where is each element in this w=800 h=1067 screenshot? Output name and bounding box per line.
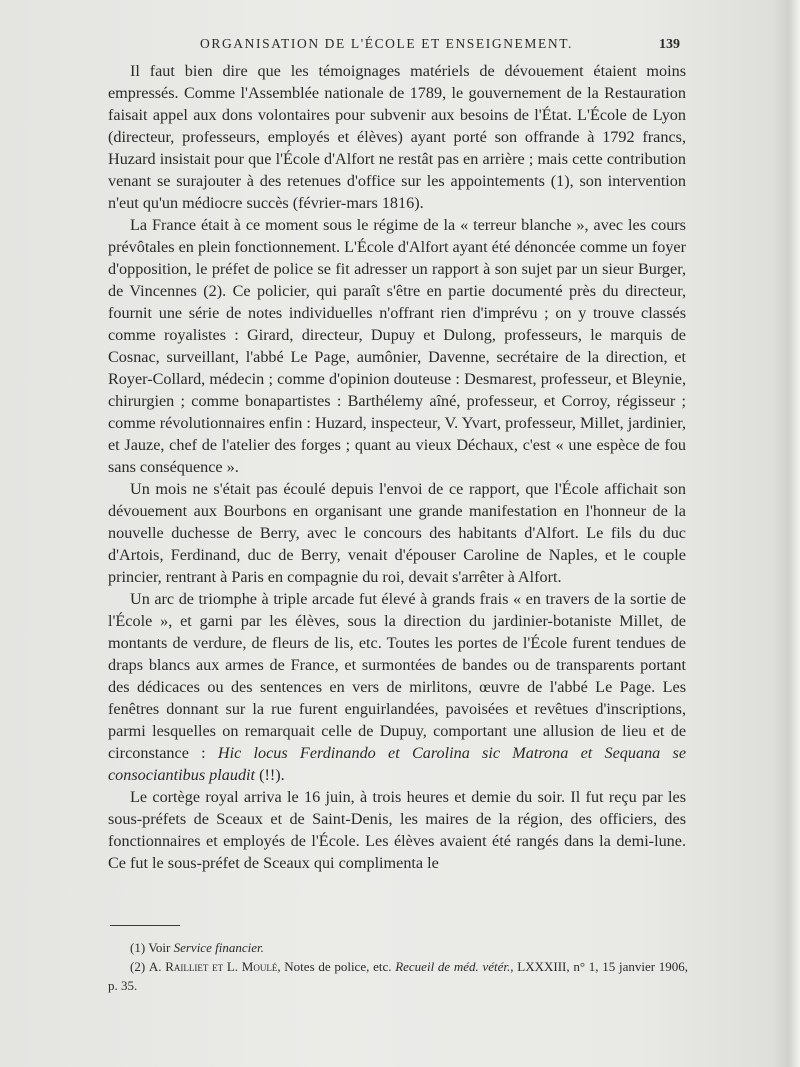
footnote-1 xyxy=(108,938,688,957)
footnote-2 xyxy=(108,957,688,995)
paragraph-2: La France était à ce moment sous le régime de la « terreur blanche », avec les cours prévôtales en plein fonctionnement. L'École d'Alfort ayant été dénoncée comme un foyer d'opposition, le préfet de police se fit adresser un rapport à son sujet par un sieur Burger, de Vincennes (2). Ce policier, qui paraît s'être en partie documenté près du directeur, fournit une série de notes individuelles n'offrant rien d'imprévu ; on y trouve classés comme royalistes : Girard, directeur, Dupuy et Dulong, professeurs, le marquis de Cosnac, surveillant, l'abbé Le Page, aumônier, Davenne, secrétaire de la direction, et Royer-Collard, médecin ; comme d'opinion douteuse : Desmarest, professeur, et Bleynie, chirurgien ; comme bonapartistes : Barthélemy aîné, professeur, et Corroy, régisseur ; comme révolutionnaires enfin : Huzard, inspecteur, V. Yvart, professeur, Millet, jardinier, et Jauze, chef de l'atelier des forges ; quant au vieux Déchaux, c'est « une espèce de fou sans conséquence ». xyxy=(108,216,686,476)
latin-inscription: Hic locus Ferdinando et Carolina sic Matrona et Sequana se consociantibus plaudit xyxy=(108,744,686,784)
body-text xyxy=(108,60,686,874)
footnotes xyxy=(108,938,688,995)
latin-suffix: (!!). xyxy=(255,766,285,784)
paragraph-5: Le cortège royal arriva le 16 juin, à trois heures et demie du soir. Il fut reçu par les sous-préfets de Sceaux et de Saint-Denis, les maires de la région, des officiers, des fonctionnaires et employés de l'École. Les élèves avaient été rangés dans la demi-lune. Ce fut le sous-préfet de Sceaux qui complimenta le xyxy=(108,788,686,872)
footnote-2-ref: LXXXIII, n° 1, 15 janvier 1906, p. 35. xyxy=(108,959,689,993)
footnote-2-authors: A. Railliet et L. Moulé, xyxy=(148,959,281,974)
paragraph-4 xyxy=(108,588,686,786)
paragraph-3: Un mois ne s'était pas écoulé depuis l'envoi de ce rapport, que l'École affichait son dévouement aux Bourbons en organisant une grande manifestation en l'honneur de la nouvelle duchesse de Berry, avec le concours des habitants d'Alfort. Le fils du duc d'Artois, Ferdinand, duc de Berry, venait d'épouser Caroline de Naples, et le couple princier, rentrant à Paris en compagnie du roi, devait s'arrêter à Alfort. xyxy=(108,480,686,586)
footnote-2-journal: Recueil de méd. vétér., xyxy=(395,959,514,974)
paragraph-4-text: Un arc de triomphe à triple arcade fut élevé à grands frais « en travers de la sortie de l'École », et garni par les élèves, sous la direction du jardinier-botaniste Millet, de montants de verdure, de fleurs de lis, etc. Toutes les portes de l'École furent tendues de draps blancs aux armes de France, et surmontées de bandes ou de transparents portant des dédicaces ou des sentences en vers de mirlitons, œuvre de l'abbé Le Page. Les fenêtres donnant sur la rue furent enguirlandées, pavoisées et revêtues d'inscriptions, parmi lesquelles on remarquait celle de Dupuy, comportant une allusion de lieu et de circonstance : xyxy=(108,590,686,762)
running-title: ORGANISATION DE L'ÉCOLE ET ENSEIGNEMENT. xyxy=(200,36,574,51)
footnote-1-italic: Service financier. xyxy=(173,940,264,955)
page-header xyxy=(200,36,680,53)
footnote-2-text: Notes de police, etc. xyxy=(280,959,396,974)
paragraph-1: Il faut bien dire que les témoignages matériels de dévouement étaient moins empressés. Comme l'Assemblée nationale de 1789, le gouvernement de la Restauration faisait appel aux dons volontaires pour subvenir aux besoins de l'État. L'École de Lyon (directeur, professeurs, employés et élèves) ayant porté son offrande à 1792 francs, Huzard insistait pour que l'École d'Alfort ne restât pas en arrière ; mais cette contribution venant se surajouter à des retenues d'office sur les appointements (1), son intervention n'eut qu'un médiocre succès (février-mars 1816). xyxy=(108,62,686,212)
footnote-2-marker: (2) xyxy=(130,959,146,974)
page-number: 139 xyxy=(659,37,680,52)
footnote-1-prefix: Voir xyxy=(148,940,174,955)
footnote-rule xyxy=(110,925,180,926)
page-edge-shadow xyxy=(772,0,800,1067)
footnote-1-marker: (1) xyxy=(130,940,146,955)
